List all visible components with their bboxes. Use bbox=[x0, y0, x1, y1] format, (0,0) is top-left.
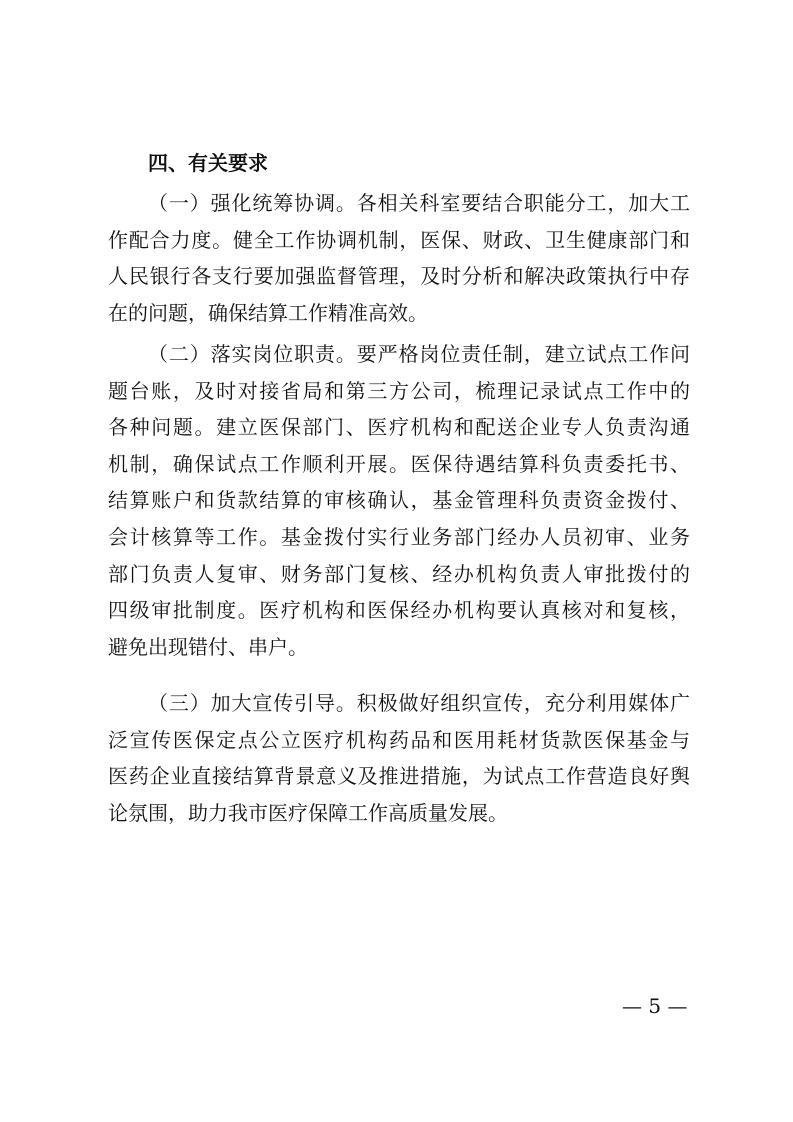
paragraph-line: （一）强化统筹协调。各相关科室要结合职能分工，加大工 bbox=[148, 191, 690, 215]
paragraph-line: 论氛围，助力我市医疗保障工作高质量发展。 bbox=[108, 800, 508, 825]
paragraph-line: 人民银行各支行要加强监督管理，及时分析和解决政策执行中存 bbox=[108, 264, 690, 289]
paragraph-line: 题台账，及时对接省局和第三方公司，梳理记录试点工作中的 bbox=[108, 378, 690, 403]
page-number: — 5 — bbox=[622, 994, 688, 1018]
paragraph-line: 在的问题，确保结算工作精准高效。 bbox=[108, 300, 428, 325]
paragraph-line: 泛宣传医保定点公立医疗机构药品和医用耗材货款医保基金与 bbox=[108, 727, 690, 752]
paragraph-publicity bbox=[108, 690, 708, 836]
paragraph-line: 结算账户和货款结算的审核确认，基金管理科负责资金拨付、 bbox=[108, 488, 690, 513]
paragraph-line: （二）落实岗位职责。要严格岗位责任制，建立试点工作问 bbox=[148, 342, 690, 366]
paragraph-line: 四级审批制度。医疗机构和医保经办机构要认真核对和复核， bbox=[108, 598, 690, 623]
paragraph-line: 各种问题。建立医保部门、医疗机构和配送企业专人负责沟通 bbox=[108, 415, 690, 440]
section-heading: 四、有关要求 bbox=[148, 151, 268, 175]
paragraph-coordination bbox=[108, 190, 708, 336]
paragraph-line: 作配合力度。健全工作协调机制，医保、财政、卫生健康部门和 bbox=[108, 227, 690, 252]
paragraph-line: 机制，确保试点工作顺利开展。医保待遇结算科负责委托书、 bbox=[108, 451, 690, 476]
paragraph-responsibilities bbox=[108, 341, 708, 670]
paragraph-line: （三）加大宣传引导。积极做好组织宣传，充分利用媒体广 bbox=[148, 691, 690, 715]
paragraph-line: 避免出现错付、串户。 bbox=[108, 634, 308, 659]
paragraph-line: 部门负责人复审、财务部门复核、经办机构负责人审批拨付的 bbox=[108, 561, 690, 586]
paragraph-line: 会计核算等工作。基金拨付实行业务部门经办人员初审、业务 bbox=[108, 524, 690, 549]
paragraph-line: 医药企业直接结算背景意义及推进措施，为试点工作营造良好舆 bbox=[108, 764, 690, 789]
